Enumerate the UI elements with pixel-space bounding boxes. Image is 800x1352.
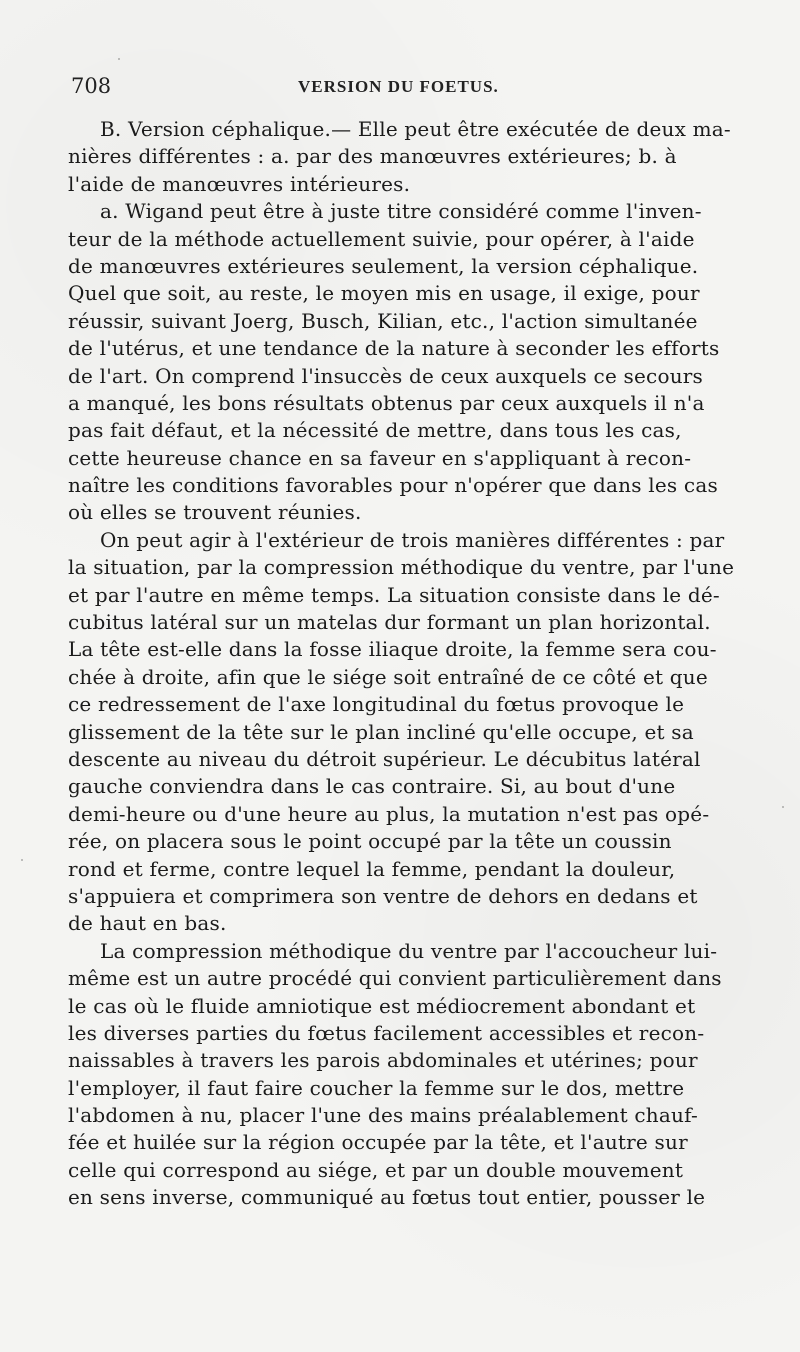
paper-speck [21, 859, 23, 861]
text-line: teur de la méthode actuellement suivie, pour opérer, à l'aide [68, 226, 695, 251]
text-line: naissables à travers les parois abdominales et utérines; pour [68, 1048, 698, 1073]
page-header [71, 72, 751, 102]
text-line: l'employer, il faut faire coucher la femme sur le dos, mettre [68, 1075, 685, 1100]
paper-speck [118, 58, 120, 60]
text-line: fée et huilée sur la région occupée par la tête, et l'autre sur [68, 1130, 688, 1155]
text-line: s'appuiera et comprimera son ventre de dehors en dedans et [68, 883, 698, 908]
text-line: celle qui correspond au siége, et par un double mouvement [68, 1157, 684, 1182]
text-line: chée à droite, afin que le siége soit entraîné de ce côté et que [68, 664, 708, 689]
text-line: où elles se trouvent réunies. [68, 500, 362, 525]
text-line: l'abdomen à nu, placer l'une des mains préalablement chauf- [68, 1103, 698, 1128]
text-line: même est un autre procédé qui convient particulièrement dans [68, 966, 722, 991]
text-line: rond et ferme, contre lequel la femme, pendant la douleur, [68, 856, 676, 881]
text-line: la situation, par la compression méthodique du ventre, par l'une [68, 555, 735, 580]
page-number: 708 [71, 74, 112, 98]
text-line: On peut agir à l'extérieur de trois manières différentes : par [100, 527, 725, 552]
text-line: et par l'autre en même temps. La situation consiste dans le dé- [68, 582, 720, 607]
text-line: l'aide de manœuvres intérieures. [68, 171, 411, 196]
text-line: pas fait défaut, et la nécessité de mettre, dans tous les cas, [68, 418, 682, 443]
text-line: de l'art. On comprend l'insuccès de ceux auxquels ce secours [68, 363, 703, 388]
text-line: rée, on placera sous le point occupé par la tête un coussin [68, 829, 672, 854]
text-line: La compression méthodique du ventre par l'accoucheur lui- [100, 938, 718, 963]
text-line: La tête est-elle dans la fosse iliaque droite, la femme sera cou- [68, 637, 717, 662]
paper-speck [782, 806, 784, 808]
text-line: gauche conviendra dans le cas contraire. Si, au bout d'une [68, 774, 676, 799]
running-title: VERSION DU FOETUS. [298, 77, 499, 96]
text-line: réussir, suivant Joerg, Busch, Kilian, etc., l'action simultanée [68, 308, 698, 333]
text-line: a. Wigand peut être à juste titre considéré comme l'inven- [100, 199, 702, 224]
text-line: cubitus latéral sur un matelas dur formant un plan horizontal. [68, 610, 711, 635]
text-line: Quel que soit, au reste, le moyen mis en usage, il exige, pour [68, 281, 700, 306]
text-line: de l'utérus, et une tendance de la nature à seconder les efforts [68, 336, 720, 361]
text-line: de manœuvres extérieures seulement, la version céphalique. [68, 253, 699, 278]
text-line: descente au niveau du détroit supérieur. Le décubitus latéral [68, 746, 701, 771]
text-line: glissement de la tête sur le plan incliné qu'elle occupe, et sa [68, 719, 694, 744]
text-line: demi-heure ou d'une heure au plus, la mutation n'est pas opé- [68, 801, 710, 826]
text-line: a manqué, les bons résultats obtenus par ceux auxquels il n'a [68, 390, 705, 415]
text-line: de haut en bas. [68, 911, 227, 936]
text-line: ce redressement de l'axe longitudinal du fœtus provoque le [68, 692, 685, 717]
text-line: B. Version céphalique.— Elle peut être exécutée de deux ma- [100, 117, 731, 141]
text-line: naître les conditions favorables pour n'opérer que dans les cas [68, 473, 718, 498]
text-line: cette heureuse chance en sa faveur en s'appliquant à recon- [68, 445, 692, 470]
text-line: en sens inverse, communiqué au fœtus tout entier, pousser le [68, 1185, 706, 1210]
text-line: nières différentes : a. par des manœuvres extérieures; b. à [68, 144, 677, 169]
body-text [68, 116, 738, 1212]
text-line: les diverses parties du fœtus facilement accessibles et recon- [68, 1020, 705, 1045]
text-line: le cas où le fluide amniotique est médiocrement abondant et [68, 993, 696, 1018]
